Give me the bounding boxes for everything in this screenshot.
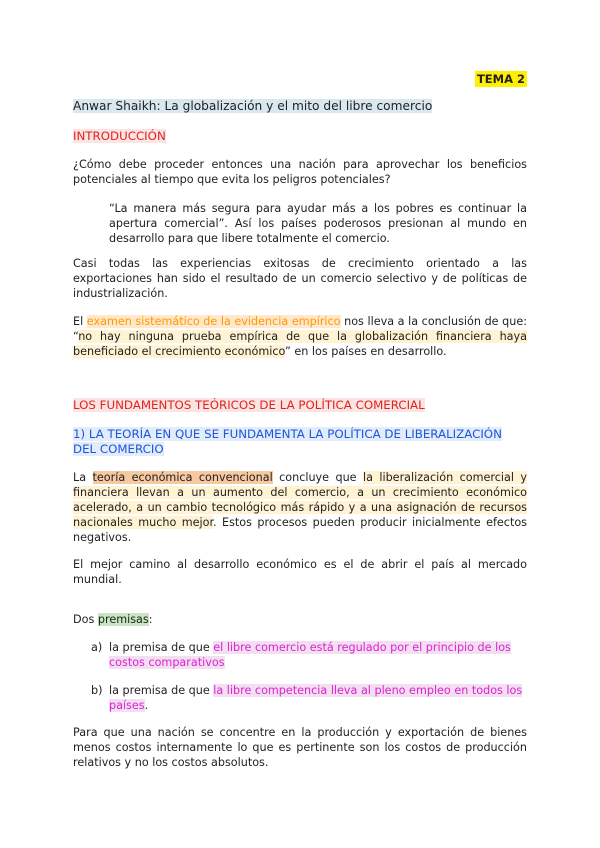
highlight-premise-a: el libre comercio está regulado por el principio de los costos comparativos (109, 641, 511, 669)
section-heading (73, 398, 527, 413)
text-run: la premisa de que (109, 684, 214, 697)
list-item-text (109, 640, 527, 670)
tema-label: TEMA 2 (476, 72, 525, 86)
intro-heading-text: INTRODUCCIÓN (73, 129, 166, 143)
text-run: ” en los países en desarrollo. (285, 345, 447, 358)
text-run: La (73, 471, 93, 484)
text-run: : (148, 613, 153, 626)
text-run: nos lleva a la conclusión de que: “ (73, 315, 527, 343)
list-item (0, 640, 600, 672)
text-run: concluye que (272, 471, 363, 484)
section-paragraph-1 (73, 470, 527, 545)
intro-paragraph-2 (73, 314, 527, 359)
intro-quote: “La manera más segura para ayudar más a los pobres es continuar la apertura comercial”. Así los países poderosos presionan al mundo en desarrollo para que libere totalmente el comercio. (109, 202, 527, 245)
text-run: . Estos procesos pueden producir inicialmente efectos negativos. (73, 516, 527, 544)
intro-question: ¿Cómo debe proceder entonces una nación para aprovechar los beneficios potenciales al tiempo que evita los peligros potenciales? (73, 158, 527, 186)
intro-heading (73, 129, 527, 144)
list-marker: b) (91, 684, 103, 697)
section-paragraph-2: El mejor camino al desarrollo económico es el de abrir el país al mercado mundial. (73, 558, 527, 586)
text-run: . (144, 699, 149, 712)
intro-paragraph-1: Casi todas las experiencias exitosas de crecimiento orientado a las exportaciones han sido el resultado de un comercio selectivo y de políticas de industrialización. (73, 257, 527, 300)
highlight-theory: teoría económica convencional (92, 471, 273, 484)
highlight-evidence: examen sistemático de la evidencia empírico (86, 315, 341, 328)
document-title (73, 99, 527, 114)
highlight-premise-b: la libre competencia lleva al pleno empleo en todos los países (109, 684, 523, 712)
section-subheading (73, 427, 527, 457)
list-item-text (109, 683, 527, 713)
premisas-line (73, 612, 527, 627)
highlight-premisas: premisas (97, 613, 149, 626)
document-title-text: Anwar Shaikh: La globalización y el mito del libre comercio (73, 99, 433, 113)
highlight-conclusion: no hay ninguna prueba empírica de que la globalización financiera haya beneficiado el crecimiento económico (73, 330, 527, 358)
section-paragraph-3: Para que una nación se concentre en la producción y exportación de bienes menos costos internamente lo que es pertinente son los costos de producción relativos y no los costos absolutos. (73, 726, 527, 769)
section-heading-text: LOS FUNDAMENTOS TEÓRICOS DE LA POLÍTICA COMERCIAL (73, 398, 425, 412)
highlight-liberalization: la liberalización comercial y financiera llevan a un aumento del comercio, a un crecimiento económico acelerado, a un cambio tecnológico más rápido y a una asignación de recursos nacionales mucho mejor (73, 471, 527, 529)
list-item (0, 683, 600, 715)
section-subheading-text: 1) LA TEORÍA EN QUE SE FUNDAMENTA LA POLÍTICA DE LIBERALIZACIÓN DEL COMERCIO (73, 427, 502, 456)
list-marker: a) (91, 641, 103, 654)
text-run: El (73, 315, 87, 328)
text-run: Dos (73, 613, 98, 626)
text-run: la premisa de que (109, 641, 214, 654)
